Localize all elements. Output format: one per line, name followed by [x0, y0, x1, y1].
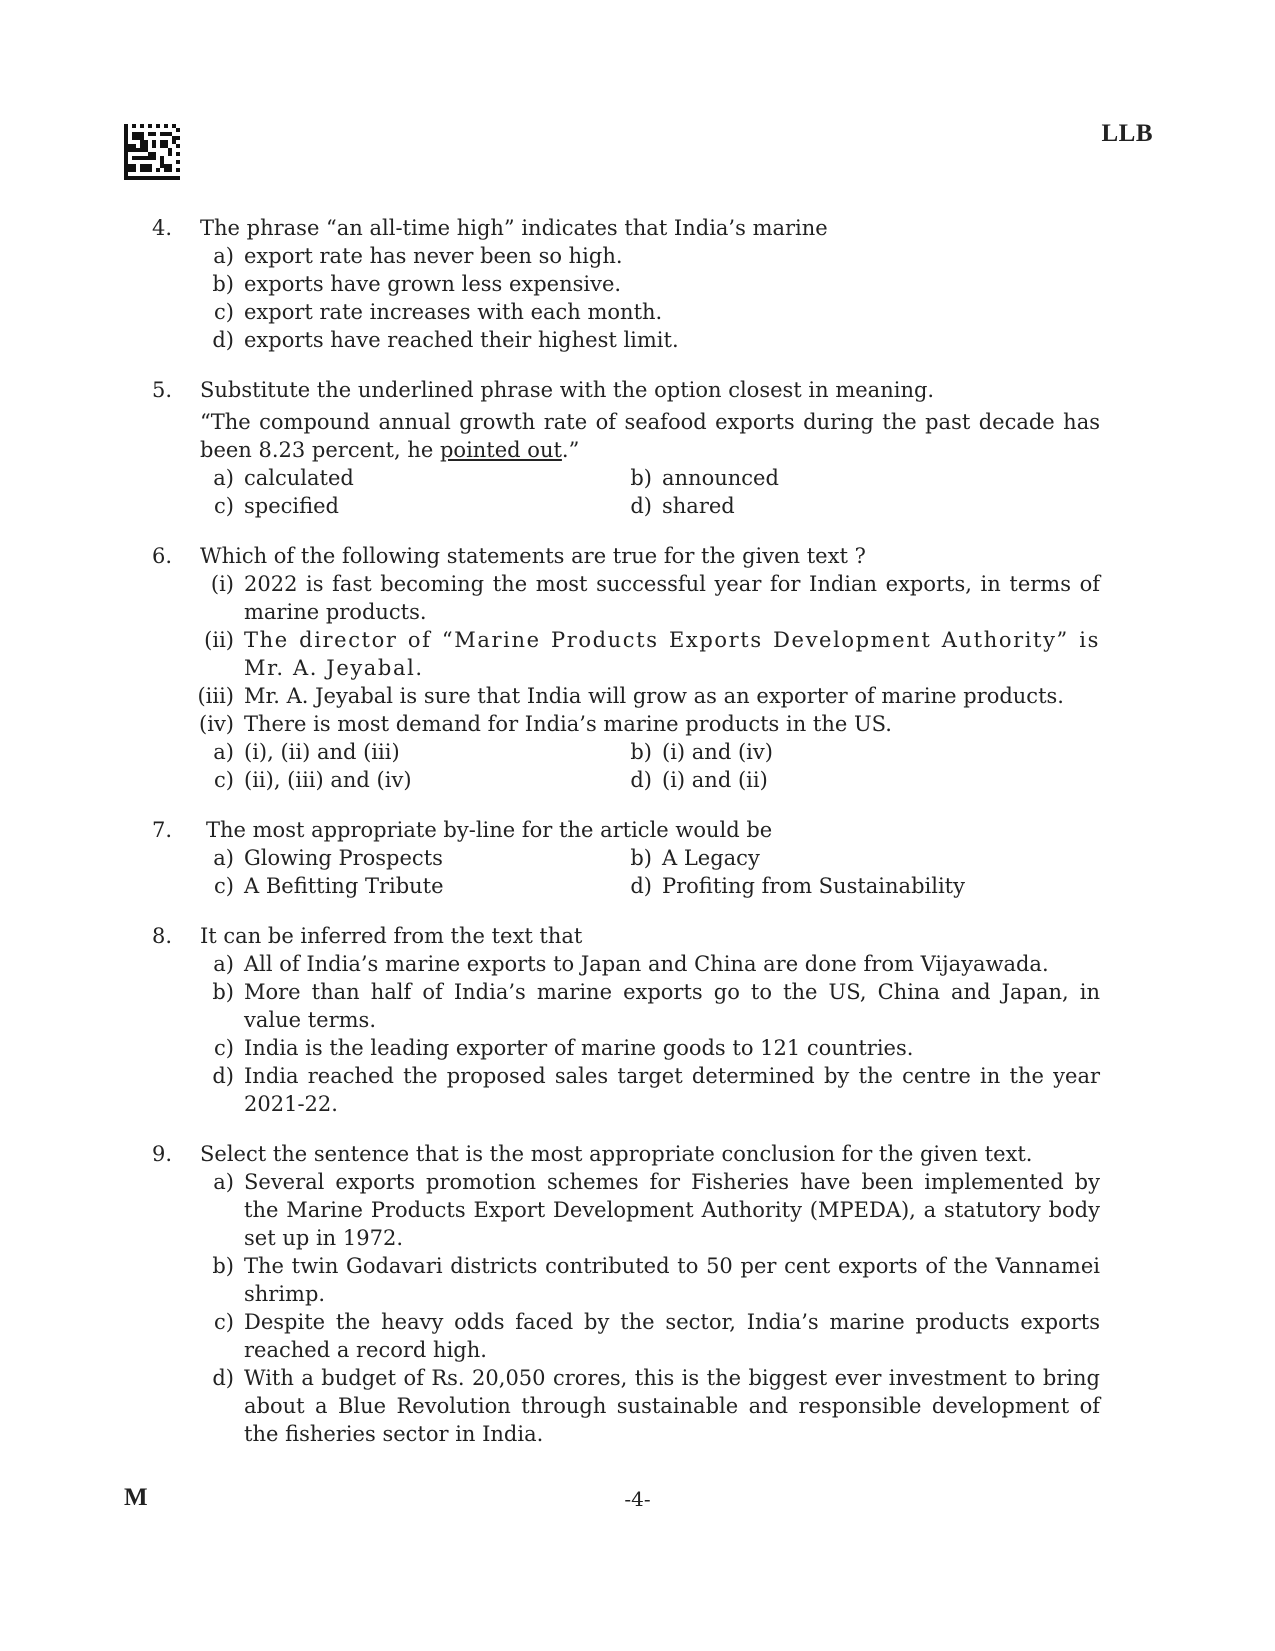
qr-code: [124, 124, 180, 180]
option-b: b) announced: [630, 466, 779, 490]
option-d: d) India reached the proposed sales target determined by the centre in the year 2021-22.: [212, 1064, 1100, 1116]
statement-iv: (iv) There is most demand for India’s marine products in the US.: [199, 712, 892, 736]
option-b: b) (i) and (iv): [630, 740, 773, 764]
statement-ii: (ii) The director of “Marine Products Exports Development Authority” is Mr. A. Jeyabal.: [204, 628, 1100, 680]
question-number: 5.: [152, 378, 173, 402]
question-number: 6.: [152, 544, 173, 568]
option-d: d) (i) and (ii): [630, 768, 768, 792]
option-b: b) The twin Godavari districts contributed to 50 per cent exports of the Vannamei shrimp.: [212, 1254, 1100, 1306]
option-c: c) India is the leading exporter of marine goods to 121 countries.: [214, 1036, 914, 1060]
page-number: -4-: [624, 1487, 651, 1511]
question-quote: “The compound annual growth rate of seafood exports during the past decade has been 8.23 percent, he pointed out.”: [200, 410, 1100, 462]
option-d: d) shared: [630, 494, 735, 518]
question-4: [152, 214, 1100, 354]
options-grid: [200, 844, 1100, 900]
option-c: c) (ii), (iii) and (iv): [214, 768, 412, 792]
option-b: b) More than half of India’s marine exports go to the US, China and Japan, in value terms.: [212, 980, 1100, 1032]
option-b: b) exports have grown less expensive.: [212, 272, 622, 296]
option-a: a) All of India’s marine exports to Japan and China are done from Vijayawada.: [213, 952, 1049, 976]
option-c: c) Despite the heavy odds faced by the sector, India’s marine products exports reached a record high.: [214, 1310, 1100, 1362]
option-c: c) export rate increases with each month.: [214, 300, 663, 324]
option-d: d) Profiting from Sustainability: [630, 874, 965, 898]
exam-code: LLB: [1101, 120, 1153, 147]
option-a: a) export rate has never been so high.: [213, 244, 623, 268]
question-7: [152, 816, 1100, 900]
options-grid: [200, 738, 1100, 794]
question-number: 7.: [152, 818, 173, 842]
underlined-phrase: pointed out: [439, 438, 562, 462]
question-number: 4.: [152, 216, 173, 240]
option-a: a) Glowing Prospects: [213, 846, 443, 870]
option-b: b) A Legacy: [630, 846, 760, 870]
option-a: a) Several exports promotion schemes for Fisheries have been implemented by the Marine Products Export Development Authority (MPEDA), a statutory body set up in 1972.: [213, 1170, 1100, 1250]
option-d: d) exports have reached their highest limit.: [212, 328, 679, 352]
statement-iii: (iii) Mr. A. Jeyabal is sure that India will grow as an exporter of marine products.: [197, 684, 1064, 708]
question-number: 8.: [152, 924, 173, 948]
question-stem: The phrase “an all-time high” indicates that India’s marine: [200, 216, 828, 240]
question-9: [152, 1140, 1100, 1448]
question-stem: It can be inferred from the text that: [200, 924, 583, 948]
question-6: [152, 542, 1100, 794]
question-stem: Substitute the underlined phrase with the option closest in meaning.: [200, 378, 935, 402]
question-5: [152, 376, 1100, 520]
option-a: a) calculated: [213, 466, 354, 490]
option-d: d) With a budget of Rs. 20,050 crores, this is the biggest ever investment to bring about a Blue Revolution through sustainable and responsible development of the fisheries sector in India.: [212, 1366, 1100, 1446]
question-number: 9.: [152, 1142, 173, 1166]
option-a: a) (i), (ii) and (iii): [213, 740, 400, 764]
question-stem: The most appropriate by-line for the article would be: [206, 818, 773, 842]
question-stem: Which of the following statements are true for the given text ?: [200, 544, 866, 568]
statement-i: (i) 2022 is fast becoming the most successful year for Indian exports, in terms of marine products.: [210, 572, 1100, 624]
question-list: [152, 214, 1100, 1470]
series-code: M: [124, 1484, 148, 1511]
options-grid: [200, 464, 1100, 520]
question-stem: Select the sentence that is the most appropriate conclusion for the given text.: [200, 1142, 1033, 1166]
question-8: [152, 922, 1100, 1118]
option-c: c) specified: [214, 494, 340, 518]
option-c: c) A Befitting Tribute: [214, 874, 444, 898]
